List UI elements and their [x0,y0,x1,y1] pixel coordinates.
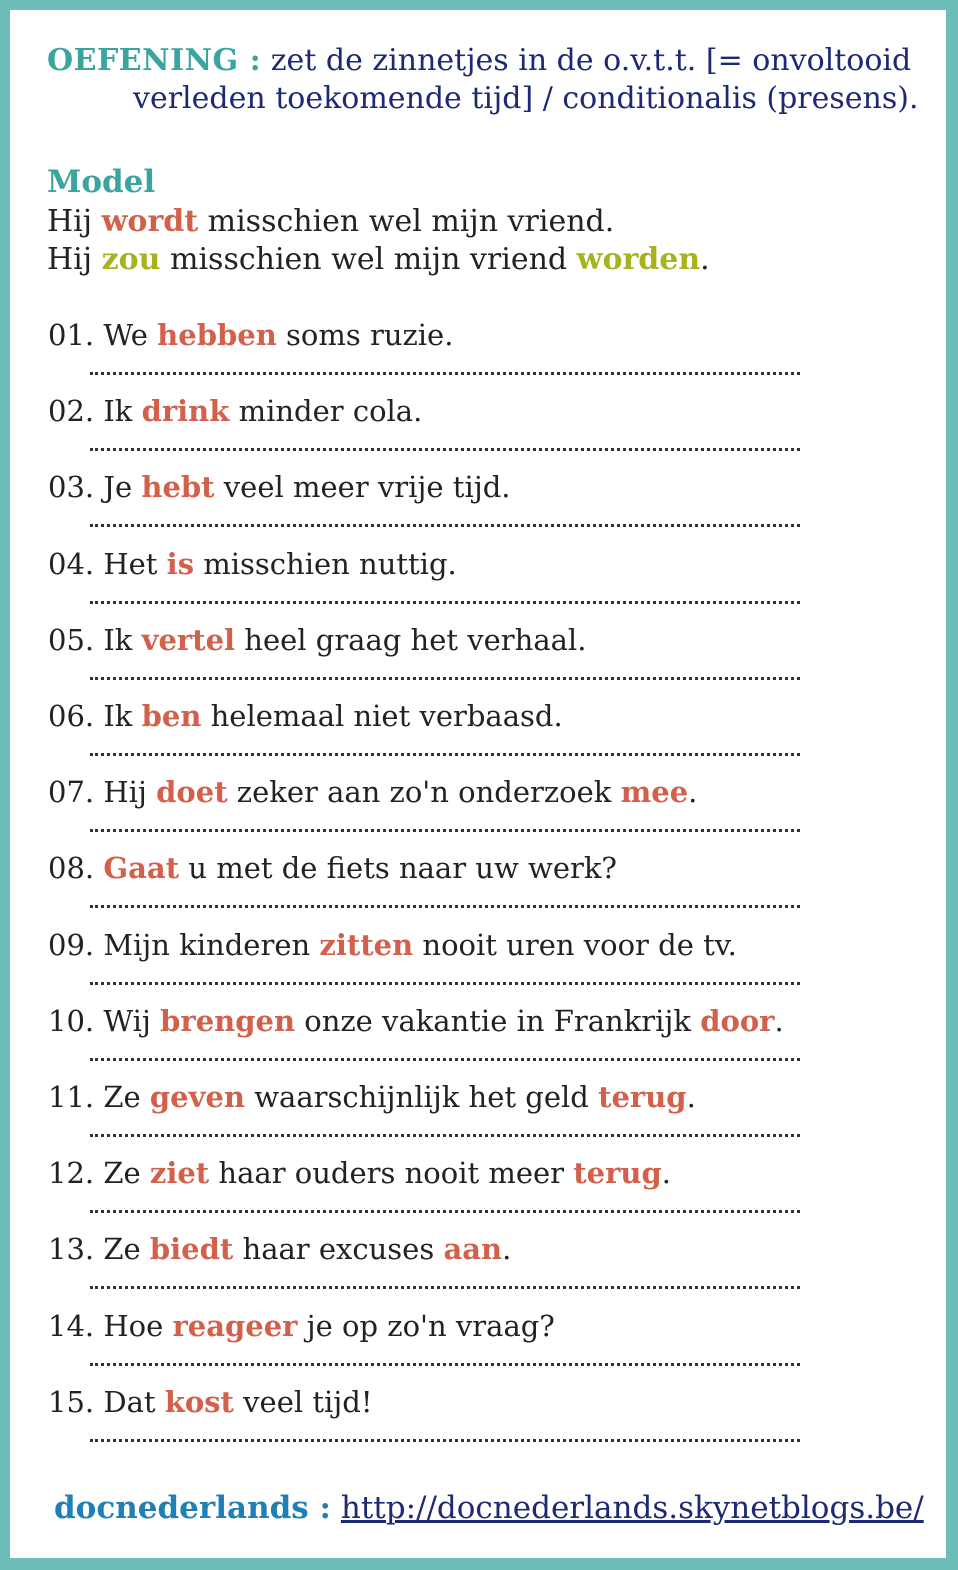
exercise-header [47,42,919,118]
footer-brand: docnederlands : [54,1490,331,1526]
item-text: Ze [94,1080,150,1114]
item-number: 05. [48,622,95,657]
item-number: 02. [48,394,95,429]
exercise-item [48,699,563,733]
item-number: 12. [48,1156,95,1191]
exercise-item [48,1385,373,1419]
answer-line[interactable] [90,677,800,680]
item-number: 07. [48,775,95,810]
item-verb: brengen [160,1003,296,1038]
item-text: soms ruzie. [276,318,454,352]
exercise-item [48,1080,696,1114]
answer-line[interactable] [90,829,800,832]
item-verb: reageer [172,1308,298,1343]
answer-line[interactable] [90,1210,800,1213]
item-text: Hoe [94,1308,173,1343]
footer [54,1490,924,1526]
model-title: Model [47,164,156,200]
item-text: haar excuses [233,1232,444,1267]
answer-line[interactable] [90,448,800,451]
item-text: Ik [94,394,142,429]
item-particle: terug [573,1156,662,1191]
item-number: 06. [48,699,95,733]
item-number: 01. [48,318,95,352]
item-text: Het [94,546,167,581]
item-verb: vertel [141,622,236,657]
item-verb: geven [149,1080,245,1114]
model-verb: wordt [101,204,199,239]
item-text: . [688,775,698,810]
item-number: 13. [48,1232,95,1267]
item-text: haar ouders nooit meer [209,1156,574,1191]
exercise-item [48,470,511,504]
exercise-item [48,851,617,885]
exercise-item [48,394,422,428]
exercise-item [48,1156,671,1190]
item-text: . [502,1232,512,1267]
item-text: Mijn kinderen [94,927,320,962]
answer-line[interactable] [90,1363,800,1366]
answer-line[interactable] [90,753,800,756]
item-text: Dat [94,1384,165,1419]
item-verb: ziet [149,1156,210,1191]
exercise-item [48,547,457,581]
item-text: . [774,1003,784,1038]
item-number: 11. [48,1080,95,1114]
answer-line[interactable] [90,1058,800,1061]
model-text: misschien wel mijn vriend [160,242,577,277]
exercise-item [48,1232,511,1266]
item-text: Je [94,470,142,505]
item-verb: zitten [319,927,414,962]
exercise-item [48,623,586,657]
item-text: We [94,318,158,352]
item-verb: hebben [157,318,277,352]
footer-link[interactable]: http://docnederlands.skynetblogs.be/ [340,1490,924,1526]
item-text: Ze [94,1232,150,1267]
item-particle: door [700,1003,775,1038]
item-verb: doet [156,775,228,810]
model-text: . [700,242,710,277]
item-text: veel tijd! [233,1384,373,1419]
answer-line[interactable] [90,982,800,985]
item-text: Ik [94,622,142,657]
item-number: 15. [48,1384,95,1419]
item-text: je op zo'n vraag? [297,1308,555,1343]
model-auxiliary: zou [101,242,161,277]
model-infinitive: worden [576,242,701,277]
item-text: u met de fiets naar uw werk? [179,851,617,886]
item-verb: ben [141,699,202,733]
answer-line[interactable] [90,1134,800,1137]
item-text: zeker aan zo'n onderzoek [227,775,621,810]
model-text: Hij [47,242,102,277]
exercise-item [48,318,453,352]
item-text: veel meer vrije tijd. [214,470,511,505]
answer-line[interactable] [90,905,800,908]
item-particle: mee [620,775,689,810]
item-number: 14. [48,1308,95,1343]
item-text: Ze [94,1156,150,1191]
item-particle: terug [598,1080,687,1114]
item-text: Ik [94,699,142,733]
item-text: waarschijnlijk het geld [245,1080,599,1114]
exercise-item [48,1004,784,1038]
answer-line[interactable] [90,524,800,527]
item-particle: aan [443,1232,503,1267]
instruction-line-1: zet de zinnetjes in de o.v.t.t. [= onvoltooid [270,43,912,78]
exercise-item [48,928,737,962]
item-verb: hebt [141,470,215,505]
item-text: Wij [94,1003,161,1038]
model-sentence-2 [47,242,710,277]
exercise-item [48,1309,555,1343]
item-text: nooit uren voor de tv. [413,927,737,962]
item-verb: biedt [149,1232,234,1267]
item-text: . [661,1156,671,1191]
item-text: onze vakantie in Frankrijk [295,1003,701,1038]
item-text [94,851,103,885]
exercise-item [48,775,697,809]
item-verb: drink [141,394,230,429]
item-number: 03. [48,470,95,505]
answer-line[interactable] [90,1286,800,1289]
worksheet [10,10,946,1558]
item-text: misschien nuttig. [194,546,457,581]
item-verb: kost [164,1384,234,1419]
item-verb: Gaat [103,851,180,886]
item-number: 04. [48,546,95,581]
model-sentence-1 [47,204,614,239]
answer-line[interactable] [90,1439,800,1442]
item-text: heel graag het verhaal. [235,622,587,657]
instruction-line-2: verleden toekomende tijd] / conditionalis (presens). [133,81,919,116]
item-text: Hij [94,775,157,810]
model-text: Hij [47,204,102,239]
item-number: 08. [48,851,95,886]
exercise-label: OEFENING : [47,43,262,78]
item-number: 10. [48,1003,95,1038]
answer-line[interactable] [90,601,800,604]
item-text: . [686,1080,696,1114]
answer-line[interactable] [90,372,800,375]
item-text: minder cola. [229,394,423,429]
item-verb: is [166,546,195,581]
item-number: 09. [48,927,95,962]
model-text: misschien wel mijn vriend. [198,204,615,239]
item-text: helemaal niet verbaasd. [201,699,563,733]
